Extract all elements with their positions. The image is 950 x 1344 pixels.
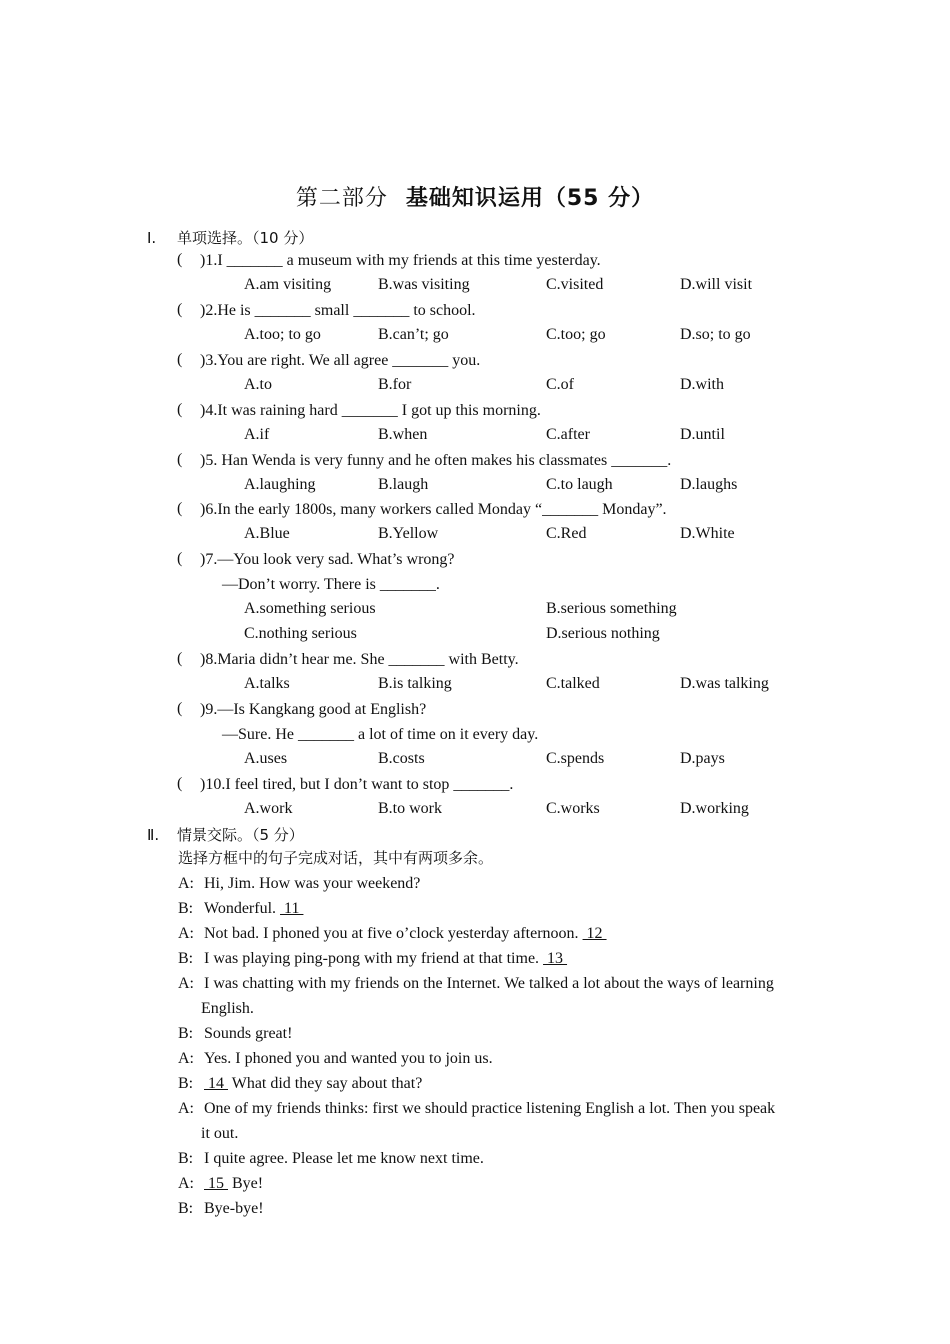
question-stem: )9.—Is Kangkang good at English?	[200, 701, 427, 718]
speaker-label: A:	[178, 1175, 194, 1192]
option: C.to laugh	[546, 476, 613, 493]
dialogue-line	[178, 1024, 292, 1044]
part-heading: 基础知识运用（55 分）	[405, 186, 655, 211]
section-number: Ⅱ.	[147, 826, 160, 844]
option: A.something serious	[244, 600, 376, 617]
dialogue-continuation: English.	[201, 1000, 254, 1017]
option: D.White	[680, 525, 735, 542]
option: A.to	[244, 376, 272, 393]
dialogue-continuation: it out.	[201, 1125, 239, 1142]
option: A.if	[244, 426, 270, 443]
speaker-label: A:	[178, 1100, 194, 1117]
dialogue-text: Yes. I phoned you and wanted you to join us.	[204, 1050, 493, 1067]
part-title	[0, 181, 950, 212]
dialogue-text: I was playing ping-pong with my friend at that time.	[204, 950, 544, 967]
option: C.too; go	[546, 326, 606, 343]
option: B.can’t; go	[378, 326, 449, 343]
option: D.laughs	[680, 476, 738, 493]
dialogue-line	[178, 1049, 493, 1069]
dialogue-text: I quite agree. Please let me know next time.	[204, 1150, 484, 1167]
option: C.visited	[546, 276, 604, 293]
speaker-label: B:	[178, 950, 194, 967]
option: C.Red	[546, 525, 587, 542]
section-label: 单项选择。（10 分）	[177, 229, 314, 247]
answer-paren: (	[177, 401, 183, 418]
dialogue-text: What did they say about that?	[228, 1075, 423, 1092]
answer-blank: 11	[280, 900, 304, 917]
option: A.Blue	[244, 525, 290, 542]
option: D.with	[680, 376, 724, 393]
dialogue-text: Bye!	[228, 1175, 264, 1192]
question-stem: )6.In the early 1800s, many workers called Monday “_______ Monday”.	[200, 501, 667, 518]
question-stem: )10.I feel tired, but I don’t want to stop _______.	[200, 776, 514, 793]
question-stem: )4.It was raining hard _______ I got up this morning.	[200, 402, 541, 419]
option: A.too; to go	[244, 326, 321, 343]
answer-paren: (	[177, 301, 183, 318]
dialogue-text: Not bad. I phoned you at five o’clock yesterday afternoon.	[204, 925, 583, 942]
answer-paren: (	[177, 500, 183, 517]
speaker-label: B:	[178, 1025, 194, 1042]
answer-paren: (	[177, 775, 183, 792]
option: C.talked	[546, 675, 600, 692]
option: A.uses	[244, 750, 288, 767]
speaker-label: B:	[178, 900, 194, 917]
dialogue-line	[178, 924, 607, 944]
option: C.spends	[546, 750, 605, 767]
dialogue-text: Sounds great!	[204, 1025, 293, 1042]
dialogue-line	[178, 1199, 264, 1219]
option: D.so; to go	[680, 326, 751, 343]
speaker-label: A:	[178, 925, 194, 942]
part-label: 第二部分	[295, 186, 388, 211]
answer-paren: (	[177, 550, 183, 567]
option: D.working	[680, 800, 749, 817]
answer-paren: (	[177, 700, 183, 717]
question-stem-reply: —Sure. He _______ a lot of time on it every day.	[222, 726, 539, 743]
answer-paren: (	[177, 251, 183, 268]
option: D.will visit	[680, 276, 753, 293]
option: A.am visiting	[244, 276, 332, 293]
speaker-label: A:	[178, 875, 194, 892]
option: D.serious nothing	[546, 625, 660, 642]
question-stem: )5. Han Wenda is very funny and he often makes his classmates _______.	[200, 452, 672, 469]
dialogue-text: Hi, Jim. How was your weekend?	[204, 875, 421, 892]
speaker-label: B:	[178, 1150, 194, 1167]
speaker-label: A:	[178, 975, 194, 992]
question-stem: )3.You are right. We all agree _______ you.	[200, 352, 481, 369]
dialogue-text: One of my friends thinks: first we should practice listening English a lot. Then you speak	[204, 1100, 776, 1117]
section-2-heading	[147, 824, 304, 845]
option: B.for	[378, 376, 412, 393]
option: B.costs	[378, 750, 425, 767]
section-1-heading	[147, 227, 313, 248]
dialogue-line	[178, 1174, 263, 1194]
option: B.is talking	[378, 675, 452, 692]
option: B.when	[378, 426, 428, 443]
answer-paren: (	[177, 351, 183, 368]
section-label: 情景交际。（5 分）	[177, 826, 304, 844]
dialogue-line	[178, 874, 420, 894]
option: D.until	[680, 426, 725, 443]
option: C.of	[546, 376, 574, 393]
section-2-instruction: 选择方框中的句子完成对话，其中有两项多余。	[178, 849, 494, 867]
answer-blank: 15	[204, 1175, 228, 1192]
option: B.Yellow	[378, 525, 439, 542]
question-stem: )2.He is _______ small _______ to school.	[200, 302, 476, 319]
speaker-label: B:	[178, 1075, 194, 1092]
option: C.nothing serious	[244, 625, 357, 642]
dialogue-text: Bye-bye!	[204, 1200, 264, 1217]
answer-blank: 12	[582, 925, 607, 942]
option: C.works	[546, 800, 600, 817]
dialogue-text: Wonderful.	[204, 900, 281, 917]
option: B.to work	[378, 800, 442, 817]
option: A.talks	[244, 675, 290, 692]
answer-paren: (	[177, 451, 183, 468]
dialogue-line	[178, 949, 567, 969]
option: D.pays	[680, 750, 725, 767]
dialogue-line	[178, 974, 774, 994]
dialogue-line	[178, 1074, 422, 1094]
option: D.was talking	[680, 675, 769, 692]
speaker-label: B:	[178, 1200, 194, 1217]
dialogue-line	[178, 1149, 484, 1169]
option: B.serious something	[546, 600, 677, 617]
question-stem: )7.—You look very sad. What’s wrong?	[200, 551, 455, 568]
section-number: Ⅰ.	[147, 229, 157, 247]
option: B.laugh	[378, 476, 429, 493]
option: B.was visiting	[378, 276, 470, 293]
option: A.work	[244, 800, 293, 817]
dialogue-line	[178, 1099, 775, 1119]
answer-paren: (	[177, 650, 183, 667]
answer-blank: 14	[204, 1075, 228, 1092]
answer-blank: 13	[543, 950, 568, 967]
dialogue-line	[178, 899, 303, 919]
speaker-label: A:	[178, 1050, 194, 1067]
dialogue-text: I was chatting with my friends on the Internet. We talked a lot about the ways of learning	[204, 975, 774, 992]
option: C.after	[546, 426, 590, 443]
option: A.laughing	[244, 476, 316, 493]
question-stem-reply: —Don’t worry. There is _______.	[222, 576, 440, 593]
question-stem: )1.I _______ a museum with my friends at this time yesterday.	[200, 252, 601, 269]
question-stem: )8.Maria didn’t hear me. She _______ with Betty.	[200, 651, 519, 668]
